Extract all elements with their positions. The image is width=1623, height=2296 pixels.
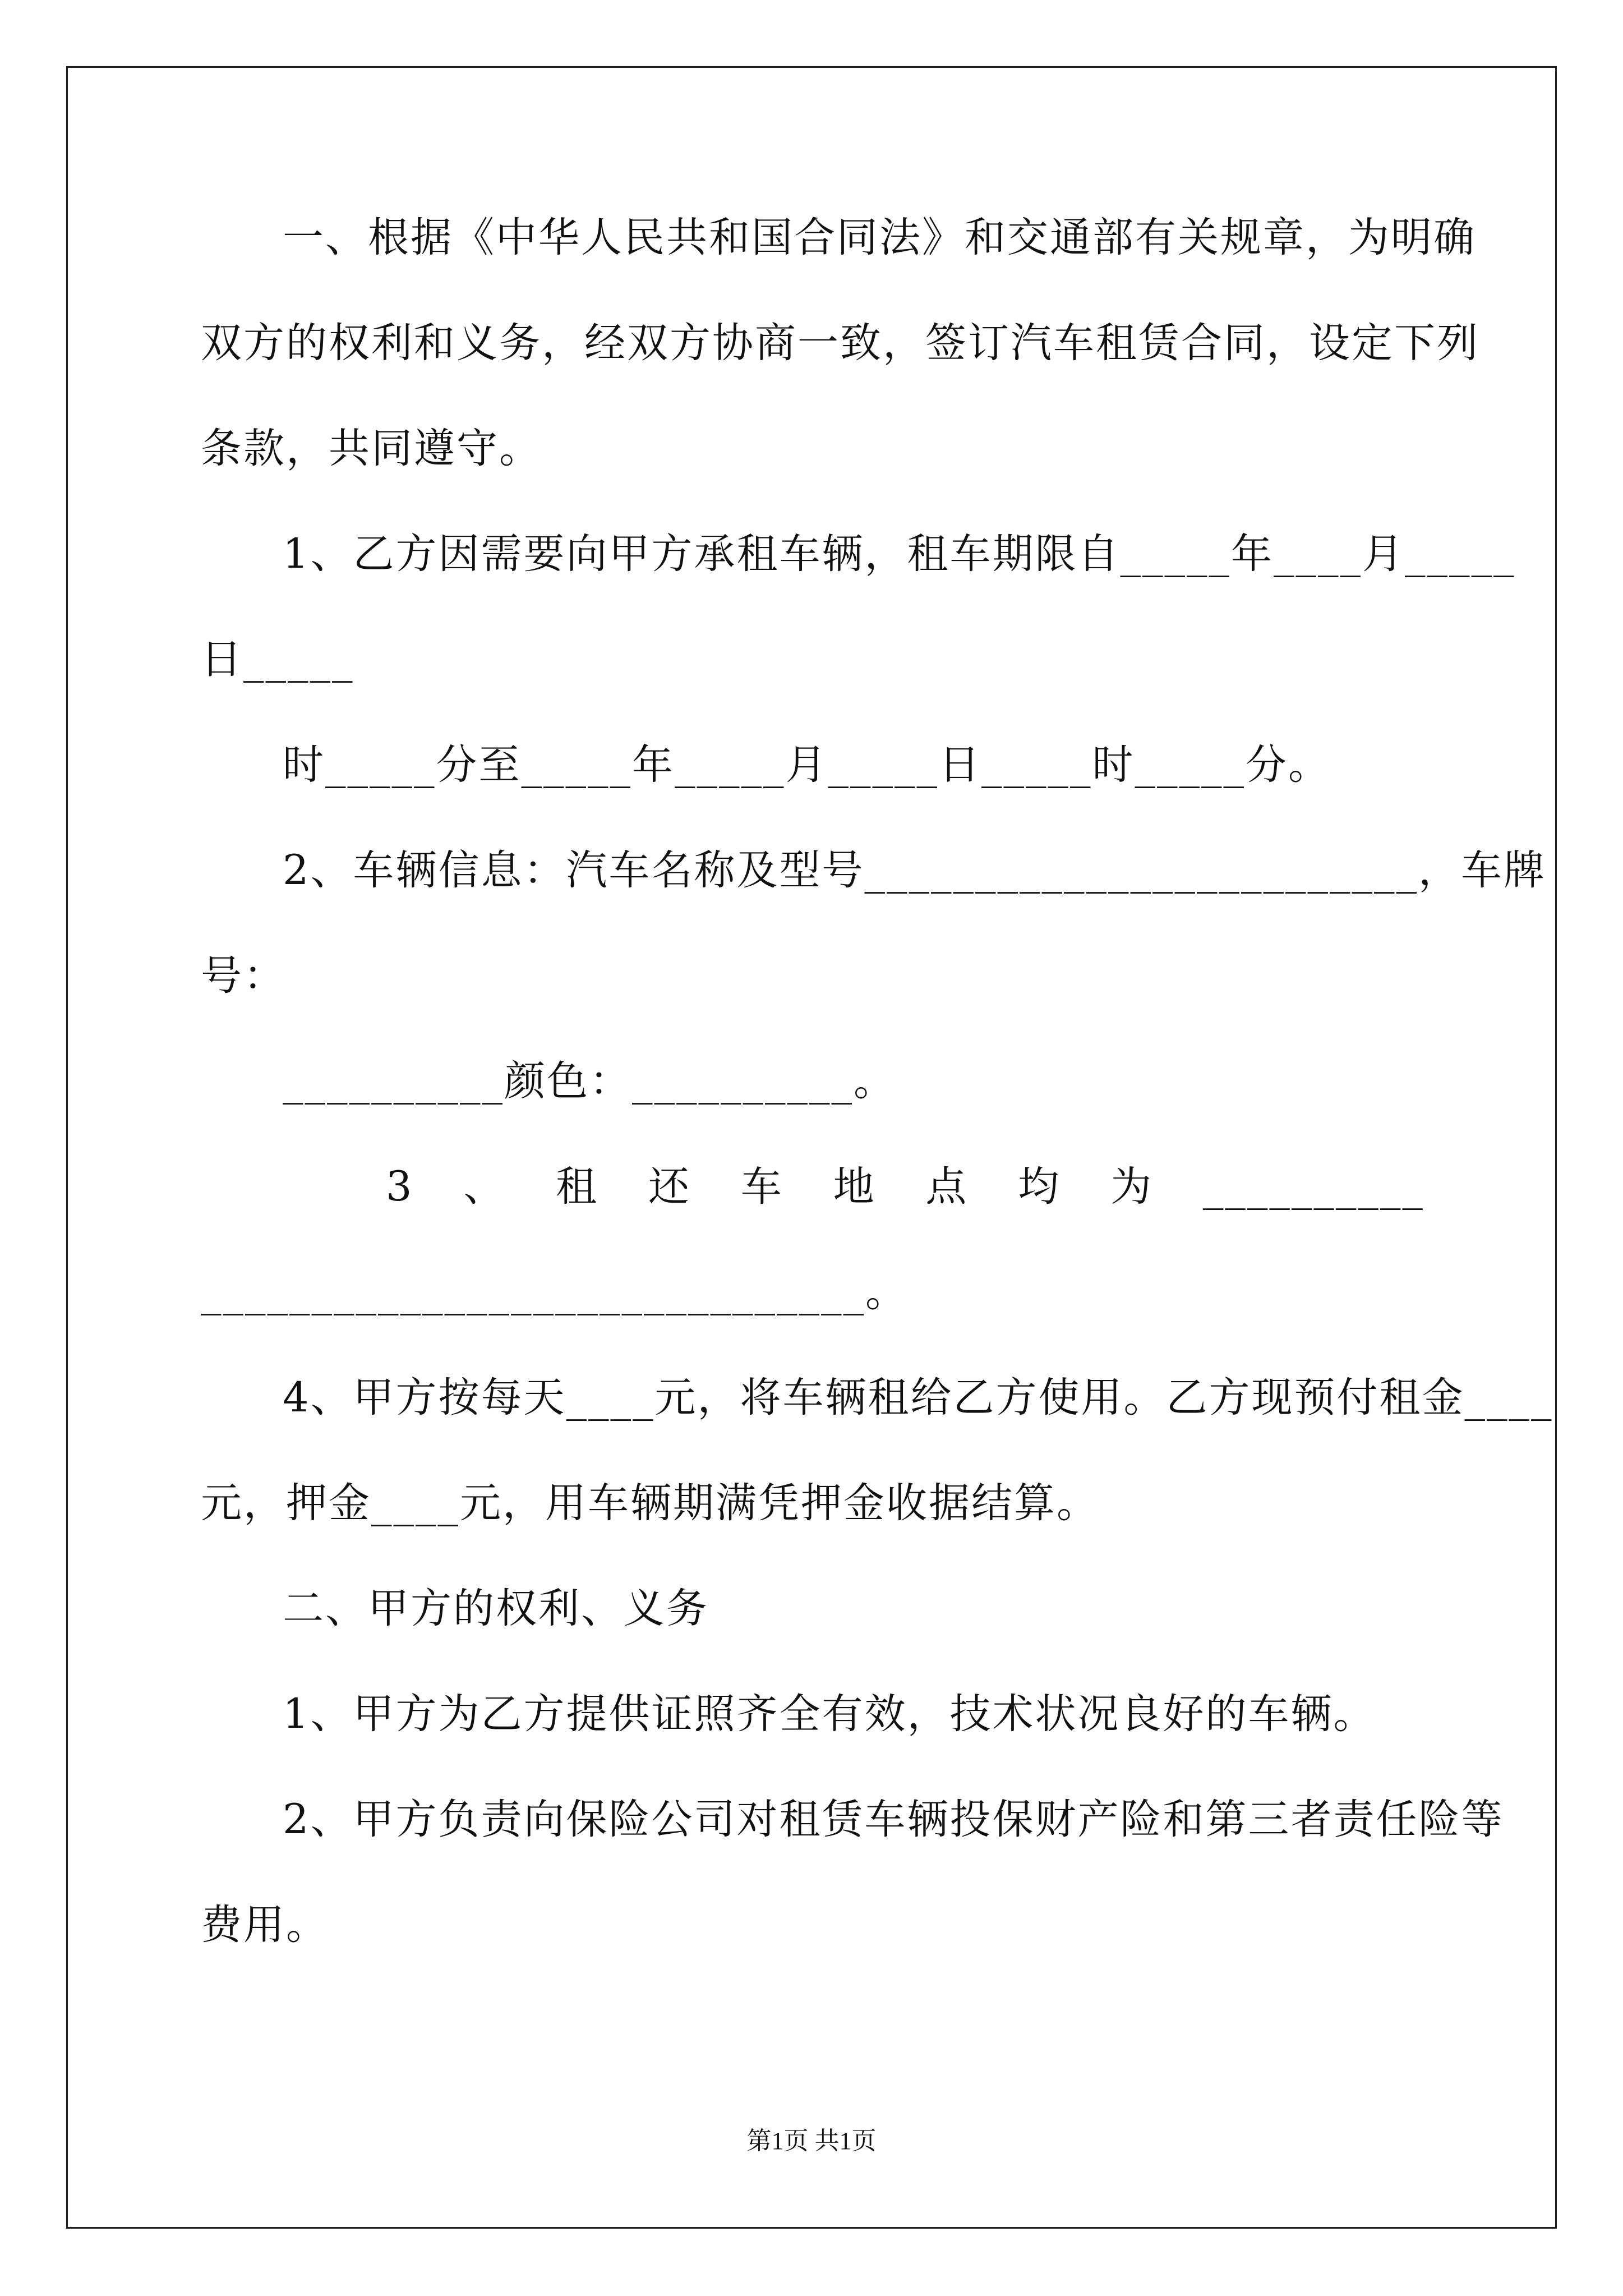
clause-3-token: 还 [648, 1163, 691, 1211]
paragraph-line: 一、根据《中华人民共和国合同法》和交通部有关规章，为明确 [283, 214, 1476, 261]
clause-1-line: 时_____分至_____年_____月_____日_____时_____分。 [283, 741, 1331, 789]
clause-2-line: __________颜色：__________。 [283, 1057, 896, 1105]
clause-3-token: 点 [925, 1163, 969, 1211]
clause-3-token: 均 [1018, 1163, 1061, 1211]
clause-3-token: 3 [386, 1163, 414, 1211]
party-a-clause-1: 1、甲方为乙方提供证照齐全有效，技术状况良好的车辆。 [283, 1690, 1376, 1738]
clause-3-token: 租 [556, 1163, 599, 1211]
page-footer: 第1页 共1页 [746, 2127, 877, 2155]
clause-3-token: 、 [463, 1163, 506, 1211]
clause-3-line: ______________________________。 [201, 1268, 908, 1316]
paragraph-line: 双方的权利和义务，经双方协商一致，签订汽车租赁合同，设定下列 [201, 319, 1479, 367]
clause-1-line: 1、乙方因需要向甲方承租车辆，租车期限自_____年____月_____ [283, 530, 1516, 578]
section-heading: 二、甲方的权利、义务 [283, 1585, 709, 1632]
party-a-clause-2: 2、甲方负责向保险公司对租赁车辆投保财产险和第三者责任险等 [283, 1796, 1504, 1843]
clause-4-line: 元，押金____元，用车辆期满凭押金收据结算。 [201, 1479, 1099, 1527]
clause-3-token: 车 [740, 1163, 783, 1211]
clause-4-line: 4、甲方按每天____元，将车辆租给乙方使用。乙方现预付租金____ [283, 1374, 1553, 1421]
paragraph-line: 条款，共同遵守。 [201, 425, 542, 472]
clause-2-line: 号： [201, 952, 286, 1000]
party-a-clause-2: 费用。 [201, 1901, 329, 1949]
clause-2-line: 2、车辆信息：汽车名称及型号_________________________，车牌 [283, 846, 1546, 894]
clause-3-token: 为 [1110, 1163, 1154, 1211]
clause-3-token: 地 [833, 1163, 876, 1211]
clause-1-line: 日_____ [201, 636, 354, 683]
clause-3-line [201, 1134, 1424, 1240]
clause-3-token: __________ [1202, 1163, 1424, 1211]
contract-body [201, 185, 1553, 1978]
